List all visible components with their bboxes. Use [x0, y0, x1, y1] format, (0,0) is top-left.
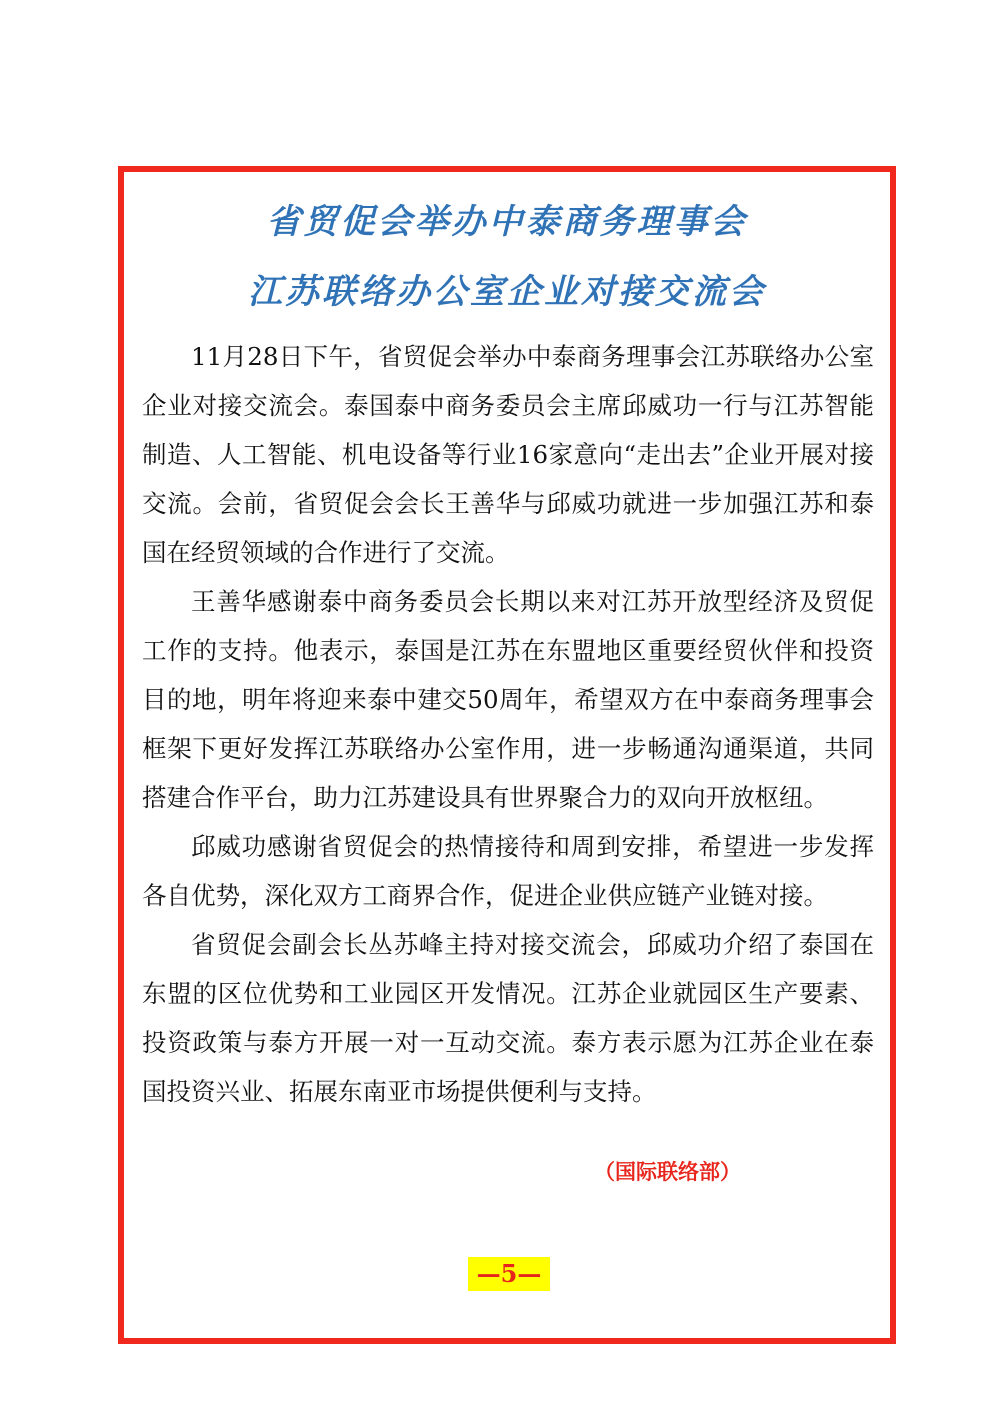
article-body: [142, 332, 874, 1116]
page-border-frame: [118, 166, 896, 1344]
article-title-line-2: 江苏联络办公室企业对接交流会: [248, 272, 766, 312]
paragraph-2: 王善华感谢泰中商务委员会长期以来对江苏开放型经济及贸促工作的支持。他表示，泰国是江苏在东盟地区重要经贸伙伴和投资目的地，明年将迎来泰中建交50周年，希望双方在中泰商务理事会框架下更好发挥江苏联络办公室作用，进一步畅通沟通渠道，共同搭建合作平台，助力江苏建设具有世界聚合力的双向开放枢纽。: [142, 587, 874, 812]
paragraph-4: 省贸促会副会长丛苏峰主持对接交流会，邱威功介绍了泰国在东盟的区位优势和工业园区开发情况。江苏企业就园区生产要素、投资政策与泰方开展一对一互动交流。泰方表示愿为江苏企业在泰国投资兴业、拓展东南亚市场提供便利与支持。: [142, 930, 874, 1106]
paragraph-3: 邱威功感谢省贸促会的热情接待和周到安排，希望进一步发挥各自优势，深化双方工商界合作，促进企业供应链产业链对接。: [142, 832, 874, 910]
source-department: （国际联络部）: [594, 1160, 741, 1184]
page-number: —5—: [468, 1257, 550, 1291]
paragraph-1: 11月28日下午，省贸促会举办中泰商务理事会江苏联络办公室企业对接交流会。泰国泰中商务委员会主席邱威功一行与江苏智能制造、人工智能、机电设备等行业16家意向“走出去”企业开展对接交流。会前，省贸促会会长王善华与邱威功就进一步加强江苏和泰国在经贸领域的合作进行了交流。: [142, 342, 874, 567]
article-title-line-1: 省贸促会举办中泰商务理事会: [266, 202, 748, 242]
